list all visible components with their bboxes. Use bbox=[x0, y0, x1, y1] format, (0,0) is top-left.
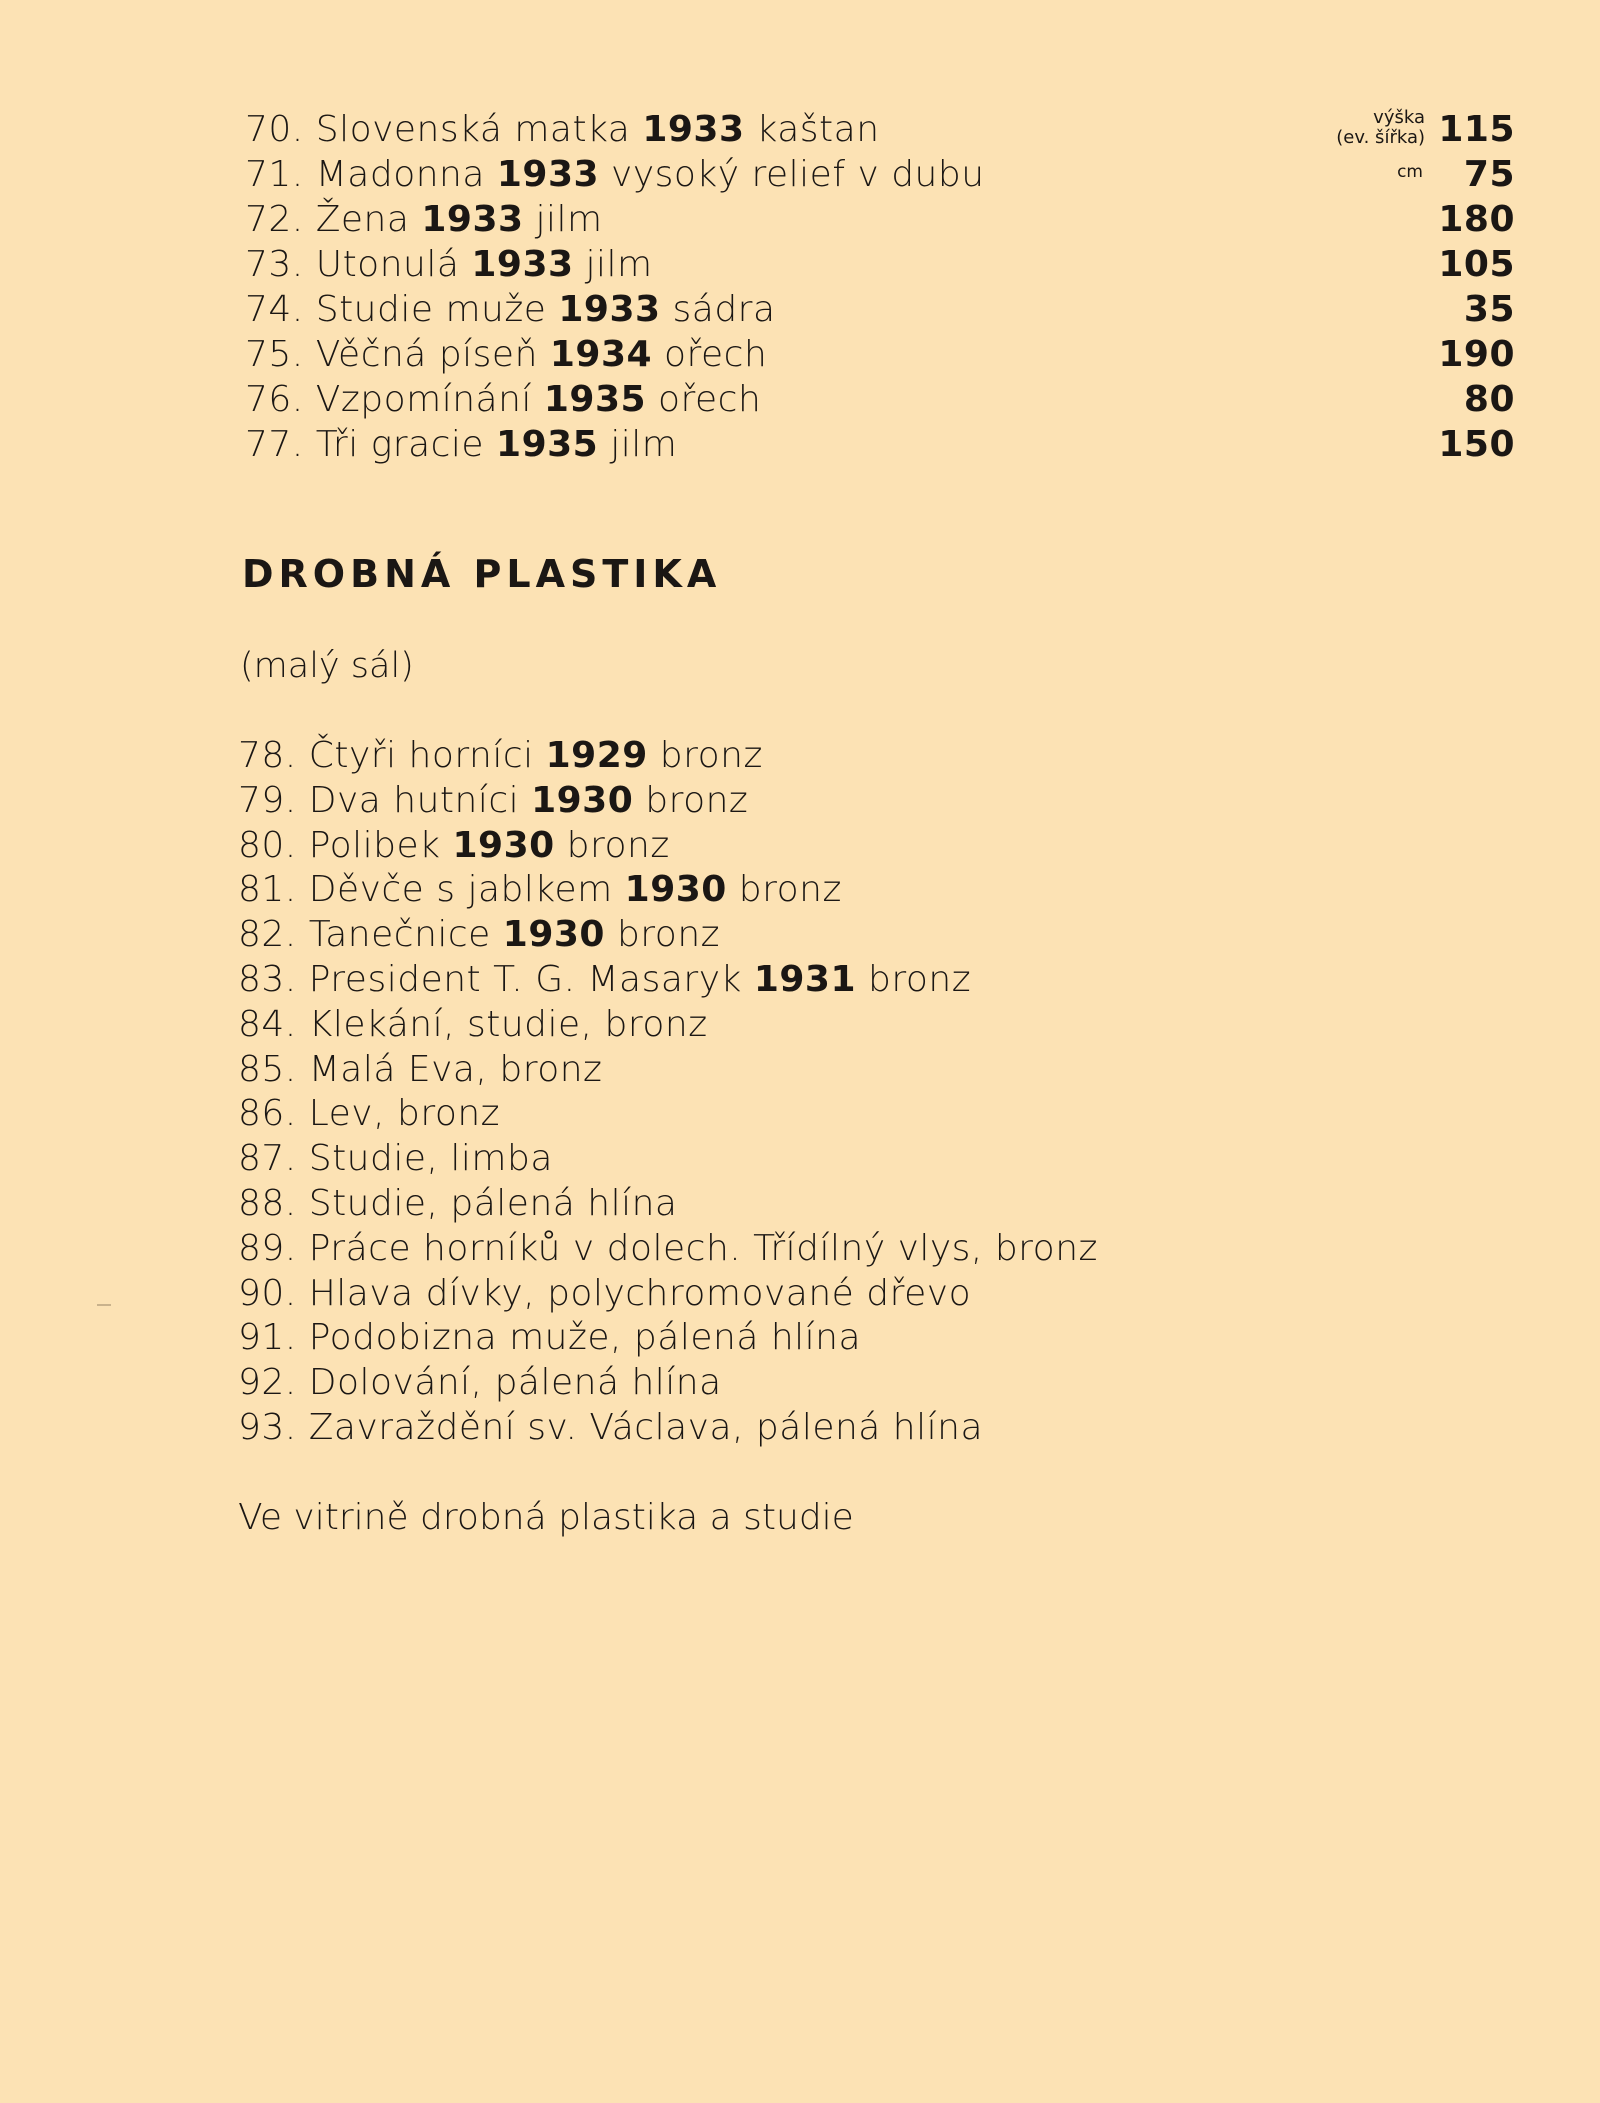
item-material: bronz bbox=[616, 914, 721, 956]
list-item bbox=[245, 152, 1515, 197]
item-material: jilm bbox=[585, 244, 653, 285]
list-item bbox=[238, 1316, 1138, 1361]
list-item bbox=[245, 332, 1515, 377]
item-title: Studie, limba bbox=[308, 1138, 553, 1180]
item-title: Lev, bronz bbox=[308, 1093, 501, 1135]
list-item bbox=[238, 1406, 1138, 1451]
item-year: 1930 bbox=[531, 779, 634, 821]
item-title: Slovenská matka bbox=[315, 109, 631, 150]
item-number: 89. bbox=[238, 1227, 297, 1269]
item-material: vysoký relief v dubu bbox=[611, 154, 985, 195]
item-size: 75 bbox=[1463, 154, 1515, 195]
item-title: Polibek bbox=[308, 824, 441, 866]
list-item bbox=[238, 913, 1138, 958]
list-item bbox=[238, 1272, 1138, 1317]
dimensions-unit-label: cm bbox=[1397, 162, 1423, 182]
item-title: Žena bbox=[315, 199, 410, 240]
item-material: sádra bbox=[672, 289, 776, 330]
list-item bbox=[245, 197, 1515, 242]
list-item bbox=[238, 868, 1138, 913]
list-item bbox=[238, 824, 1138, 869]
item-number: 75. bbox=[245, 334, 304, 375]
item-title: Zavraždění sv. Václava, pálená hlína bbox=[308, 1406, 983, 1448]
footer-note: Ve vitrině drobná plastika a studie bbox=[238, 1497, 854, 1538]
dimensions-width-label: (ev. šířka) bbox=[1336, 127, 1425, 148]
list-item bbox=[238, 1137, 1138, 1182]
item-number: 74. bbox=[245, 289, 304, 330]
item-size: 180 bbox=[1438, 199, 1515, 240]
item-title: Tři gracie bbox=[315, 424, 485, 465]
item-number: 79. bbox=[238, 779, 297, 821]
item-year: 1930 bbox=[452, 824, 555, 866]
item-number: 88. bbox=[238, 1182, 297, 1224]
item-number: 71. bbox=[245, 154, 304, 195]
item-size: 150 bbox=[1438, 424, 1515, 465]
item-year: 1933 bbox=[496, 154, 600, 195]
item-title: Dva hutníci bbox=[308, 779, 520, 821]
item-number: 84. bbox=[238, 1003, 297, 1045]
item-number: 70. bbox=[245, 109, 304, 150]
item-year: 1935 bbox=[543, 379, 647, 420]
item-number: 81. bbox=[238, 869, 297, 911]
margin-mark bbox=[97, 1304, 111, 1306]
item-title: Klekání, studie, bronz bbox=[308, 1003, 708, 1045]
item-number: 73. bbox=[245, 244, 304, 285]
list-item bbox=[238, 734, 1138, 779]
item-title: Studie, pálená hlína bbox=[308, 1182, 678, 1224]
list-item bbox=[238, 1227, 1138, 1272]
item-year: 1931 bbox=[753, 958, 857, 1000]
list-item bbox=[238, 1003, 1138, 1048]
item-title: Čtyři horníci bbox=[308, 735, 534, 776]
item-number: 91. bbox=[238, 1317, 297, 1359]
section-title: DROBNÁ PLASTIKA bbox=[242, 552, 722, 596]
item-title: Vzpomínání bbox=[315, 379, 532, 420]
sized-items-list bbox=[245, 107, 1515, 467]
item-number: 83. bbox=[238, 958, 297, 1000]
item-year: 1934 bbox=[549, 334, 653, 375]
item-material: jilm bbox=[610, 424, 678, 465]
item-size: 105 bbox=[1438, 244, 1515, 285]
list-item bbox=[245, 377, 1515, 422]
item-material: ořech bbox=[658, 379, 762, 420]
small-items-list bbox=[238, 734, 1138, 1451]
item-number: 90. bbox=[238, 1272, 297, 1314]
item-year: 1930 bbox=[624, 869, 727, 911]
item-number: 80. bbox=[238, 824, 297, 866]
item-number: 86. bbox=[238, 1093, 297, 1135]
item-year: 1930 bbox=[502, 914, 605, 956]
item-year: 1935 bbox=[496, 424, 599, 465]
item-number: 93. bbox=[238, 1406, 297, 1448]
item-number: 76. bbox=[245, 379, 304, 420]
item-year: 1929 bbox=[545, 735, 648, 776]
item-material: bronz bbox=[566, 824, 670, 866]
dimensions-height-label: výška bbox=[1373, 107, 1425, 128]
item-title: Tanečnice bbox=[308, 914, 491, 956]
list-item bbox=[245, 242, 1515, 287]
item-size: 80 bbox=[1463, 379, 1515, 420]
item-number: 92. bbox=[238, 1362, 297, 1404]
item-material: ořech bbox=[664, 334, 768, 375]
item-material: bronz bbox=[867, 958, 972, 1000]
list-item bbox=[238, 1361, 1138, 1406]
list-item bbox=[238, 958, 1138, 1003]
item-number: 87. bbox=[238, 1138, 297, 1180]
item-number: 77. bbox=[245, 424, 304, 465]
item-title: Práce horníků v dolech. Třídílný vlys, bronz bbox=[308, 1227, 1098, 1269]
list-item bbox=[238, 1092, 1138, 1137]
list-item bbox=[238, 1048, 1138, 1093]
list-item bbox=[245, 287, 1515, 332]
item-title: Věčná píseň bbox=[315, 334, 538, 375]
list-item bbox=[238, 779, 1138, 824]
item-material: jilm bbox=[535, 199, 603, 240]
list-item bbox=[238, 1182, 1138, 1227]
item-title: Děvče s jablkem bbox=[308, 869, 613, 911]
item-year: 1933 bbox=[421, 199, 524, 240]
item-size: 190 bbox=[1438, 334, 1515, 375]
section-subtitle: (malý sál) bbox=[240, 646, 414, 686]
item-title: Madonna bbox=[315, 154, 485, 195]
item-title: Dolování, pálená hlína bbox=[308, 1362, 722, 1404]
item-material: kaštan bbox=[756, 109, 880, 150]
item-number: 85. bbox=[238, 1048, 297, 1090]
list-item bbox=[245, 107, 1515, 152]
item-number: 82. bbox=[238, 914, 297, 956]
item-title: Hlava dívky, polychromované dřevo bbox=[308, 1272, 972, 1314]
list-item bbox=[245, 422, 1515, 467]
item-number: 78. bbox=[238, 735, 297, 776]
item-material: bronz bbox=[738, 869, 842, 911]
item-title: Utonulá bbox=[315, 244, 460, 285]
item-material: bronz bbox=[645, 779, 749, 821]
item-size: 35 bbox=[1463, 289, 1515, 330]
item-title: Podobizna muže, pálená hlína bbox=[308, 1317, 862, 1359]
item-material: bronz bbox=[659, 735, 763, 776]
item-year: 1933 bbox=[558, 289, 661, 330]
item-year: 1933 bbox=[642, 109, 745, 150]
item-year: 1933 bbox=[471, 244, 574, 285]
item-title: Malá Eva, bronz bbox=[308, 1048, 603, 1090]
item-number: 72. bbox=[245, 199, 304, 240]
item-title: President T. G. Masaryk bbox=[308, 958, 742, 1000]
item-title: Studie muže bbox=[315, 289, 547, 330]
item-size: 115 bbox=[1438, 109, 1515, 150]
